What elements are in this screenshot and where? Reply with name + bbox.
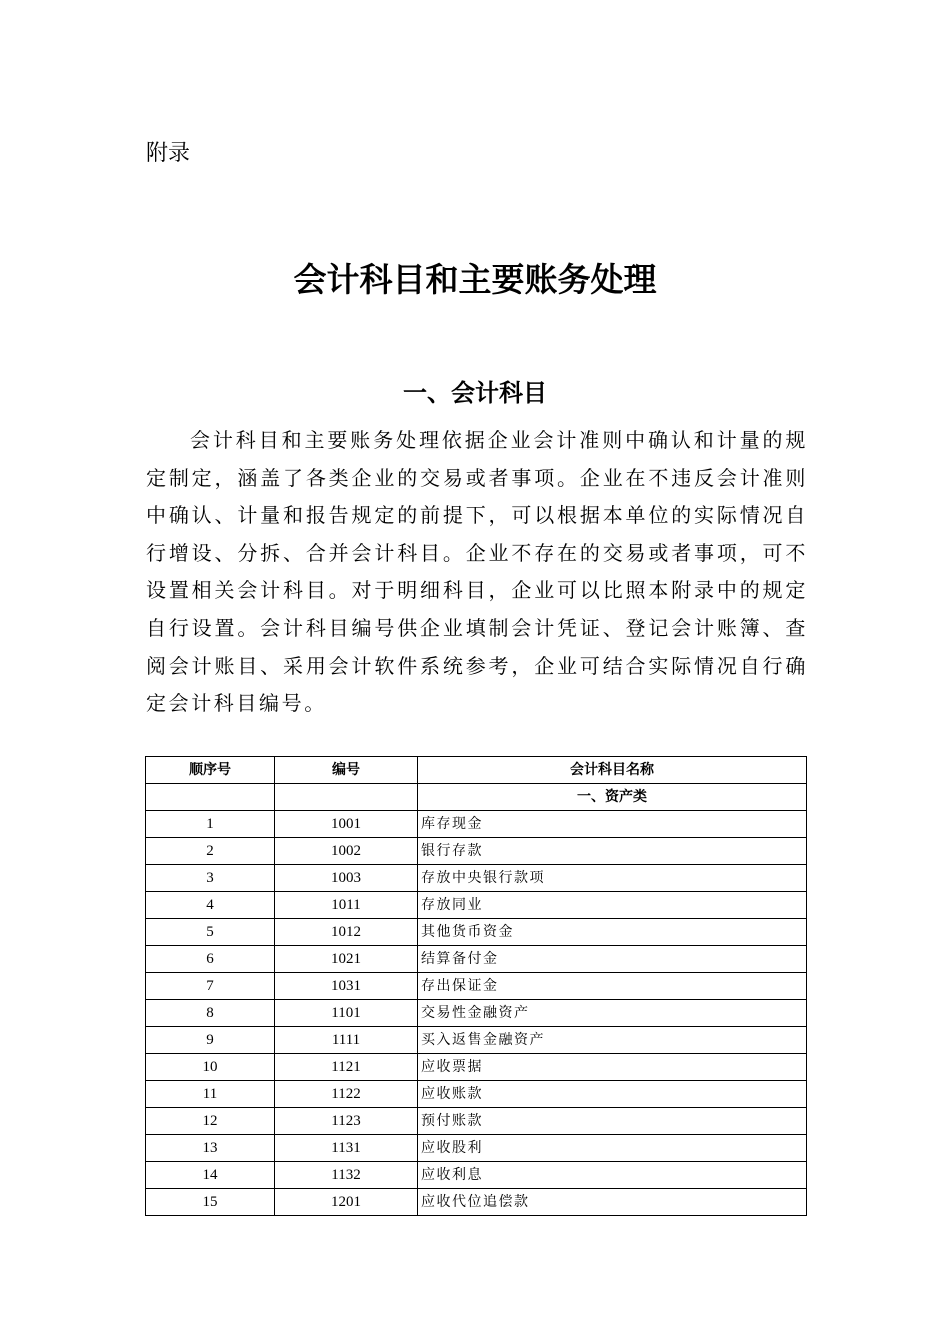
- account-name-cell: 存放同业: [418, 892, 807, 919]
- category-row: [146, 784, 807, 811]
- seq-cell: 1: [146, 811, 275, 838]
- table-row: [146, 1054, 807, 1081]
- seq-cell: 7: [146, 973, 275, 1000]
- code-cell: 1012: [275, 919, 418, 946]
- table-row: [146, 1081, 807, 1108]
- table-row: [146, 838, 807, 865]
- intro-paragraph: 会计科目和主要账务处理依据企业会计准则中确认和计量的规定制定，涵盖了各类企业的交易或者事项。企业在不违反会计准则中确认、计量和报告规定的前提下，可以根据本单位的实际情况自行增设、分拆、合并会计科目。企业不存在的交易或者事项，可不设置相关会计科目。对于明细科目，企业可以比照本附录中的规定自行设置。会计科目编号供企业填制会计凭证、登记会计账簿、查阅会计账目、采用会计软件系统参考，企业可结合实际情况自行确定会计科目编号。: [146, 428, 808, 716]
- table-row: [146, 811, 807, 838]
- empty-cell: [275, 784, 418, 811]
- header-code: 编号: [275, 757, 418, 784]
- code-cell: 1121: [275, 1054, 418, 1081]
- code-cell: 1011: [275, 892, 418, 919]
- seq-cell: 15: [146, 1189, 275, 1216]
- code-cell: 1123: [275, 1108, 418, 1135]
- account-name-cell: 买入返售金融资产: [418, 1027, 807, 1054]
- seq-cell: 2: [146, 838, 275, 865]
- code-cell: 1101: [275, 1000, 418, 1027]
- seq-cell: 4: [146, 892, 275, 919]
- account-name-cell: 结算备付金: [418, 946, 807, 973]
- seq-cell: 9: [146, 1027, 275, 1054]
- table-row: [146, 946, 807, 973]
- code-cell: 1031: [275, 973, 418, 1000]
- header-seq: 顺序号: [146, 757, 275, 784]
- table-header-row: [146, 757, 807, 784]
- seq-cell: 6: [146, 946, 275, 973]
- table-row: [146, 1189, 807, 1216]
- code-cell: 1131: [275, 1135, 418, 1162]
- account-name-cell: 银行存款: [418, 838, 807, 865]
- code-cell: 1003: [275, 865, 418, 892]
- table-row: [146, 1000, 807, 1027]
- table-row: [146, 973, 807, 1000]
- seq-cell: 11: [146, 1081, 275, 1108]
- appendix-label: 附录: [146, 141, 191, 166]
- seq-cell: 10: [146, 1054, 275, 1081]
- account-name-cell: 应收票据: [418, 1054, 807, 1081]
- code-cell: 1201: [275, 1189, 418, 1216]
- account-name-cell: 应收代位追偿款: [418, 1189, 807, 1216]
- seq-cell: 3: [146, 865, 275, 892]
- table-row: [146, 1135, 807, 1162]
- account-name-cell: 库存现金: [418, 811, 807, 838]
- seq-cell: 8: [146, 1000, 275, 1027]
- account-name-cell: 存出保证金: [418, 973, 807, 1000]
- code-cell: 1001: [275, 811, 418, 838]
- account-name-cell: 应收账款: [418, 1081, 807, 1108]
- document-title: 会计科目和主要账务处理: [293, 260, 657, 299]
- account-name-cell: 其他货币资金: [418, 919, 807, 946]
- code-cell: 1002: [275, 838, 418, 865]
- code-cell: 1122: [275, 1081, 418, 1108]
- category-label: 一、资产类: [418, 784, 807, 811]
- code-cell: 1021: [275, 946, 418, 973]
- seq-cell: 12: [146, 1108, 275, 1135]
- header-name: 会计科目名称: [418, 757, 807, 784]
- seq-cell: 13: [146, 1135, 275, 1162]
- empty-cell: [146, 784, 275, 811]
- accounts-table: [145, 756, 807, 1216]
- table-row: [146, 1027, 807, 1054]
- seq-cell: 5: [146, 919, 275, 946]
- account-name-cell: 预付账款: [418, 1108, 807, 1135]
- table-row: [146, 919, 807, 946]
- table-row: [146, 865, 807, 892]
- code-cell: 1132: [275, 1162, 418, 1189]
- section-heading: 一、会计科目: [403, 379, 547, 407]
- seq-cell: 14: [146, 1162, 275, 1189]
- account-name-cell: 存放中央银行款项: [418, 865, 807, 892]
- table-row: [146, 1108, 807, 1135]
- table-row: [146, 1162, 807, 1189]
- account-name-cell: 交易性金融资产: [418, 1000, 807, 1027]
- table-row: [146, 892, 807, 919]
- account-name-cell: 应收利息: [418, 1162, 807, 1189]
- code-cell: 1111: [275, 1027, 418, 1054]
- account-name-cell: 应收股利: [418, 1135, 807, 1162]
